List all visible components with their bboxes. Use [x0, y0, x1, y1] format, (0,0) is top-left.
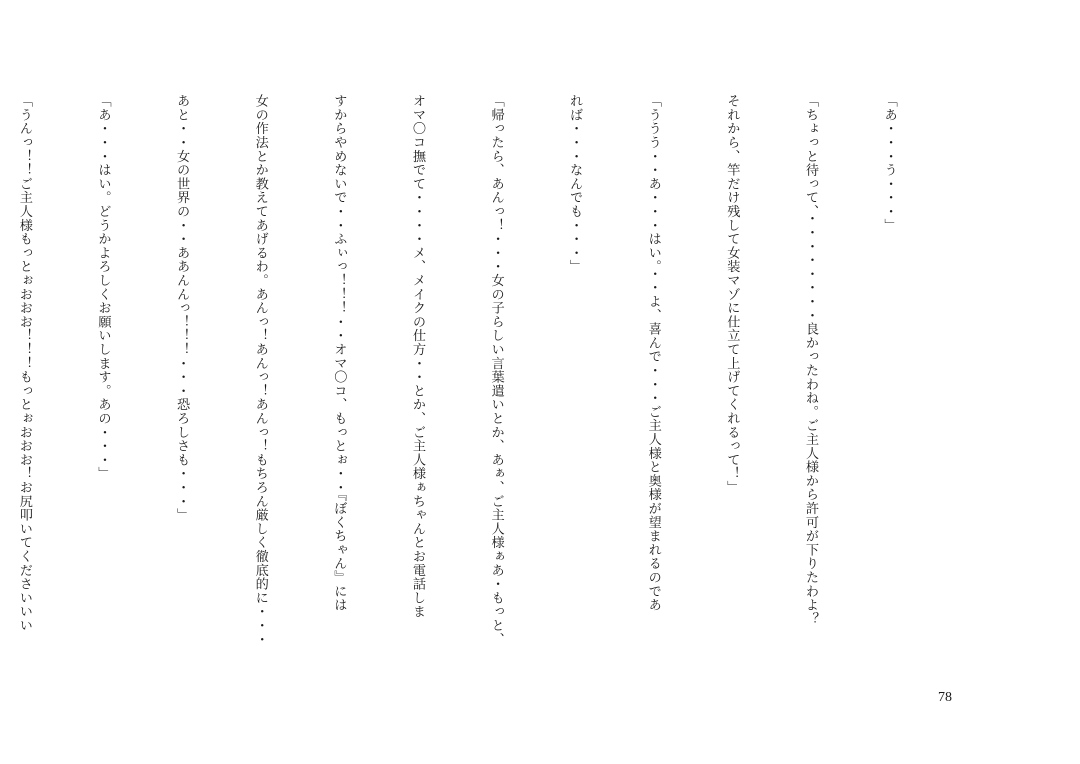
- text-line: 女の作法とか教えてあげるわ。あんっ！あんっ！あんっ！もちろん厳しく徹底的に・・・: [252, 94, 268, 646]
- text-line: 「帰ったら、あんっ！・・・女の子らしい言葉遣いとか、あぁ、ご主人様ぁあ・もっと、: [488, 94, 504, 646]
- text-line: それから、竿だけ残して女装マゾに仕立て上げてくれるって！」: [724, 94, 740, 495]
- text-line: 「うんっ！！ご主人様もっとぉおおお！！！もっとぉおおお！お尻叩いてくださいいい: [16, 94, 32, 633]
- text-line: すからやめないで・・ふぃっ！！！・・オマ〇コ、もっとぉ・・『ぼくちゃん』には: [331, 94, 347, 612]
- text-line: れば・・・なんでも・・・」: [567, 94, 583, 274]
- page-number: 78: [938, 690, 952, 705]
- text-line: 「あ・・・う・・・」: [881, 94, 897, 232]
- text-line: 「ちょっと待って、・・・・・・・・良かったわね。ご主人様から許可が下りたわよ？: [802, 94, 818, 626]
- vertical-text-body: [0, 94, 954, 674]
- text-line: 「ううう・・あ・・・はい。・・よ、喜んで・・・ご主人様と奥様が望まれるのであ: [645, 94, 661, 612]
- text-line: オマ〇コ撫でて・・・・メ、メイクの仕方・・とか、ご主人様ぁちゃんとお電話しま: [409, 94, 425, 619]
- text-line: あと・・女の世界の・・ああんんっ！！！・・・恐ろしさも・・・」: [174, 94, 190, 522]
- text-line: 「あ・・・はい。どうかよろしくお願いします。あの・・・」: [95, 94, 111, 481]
